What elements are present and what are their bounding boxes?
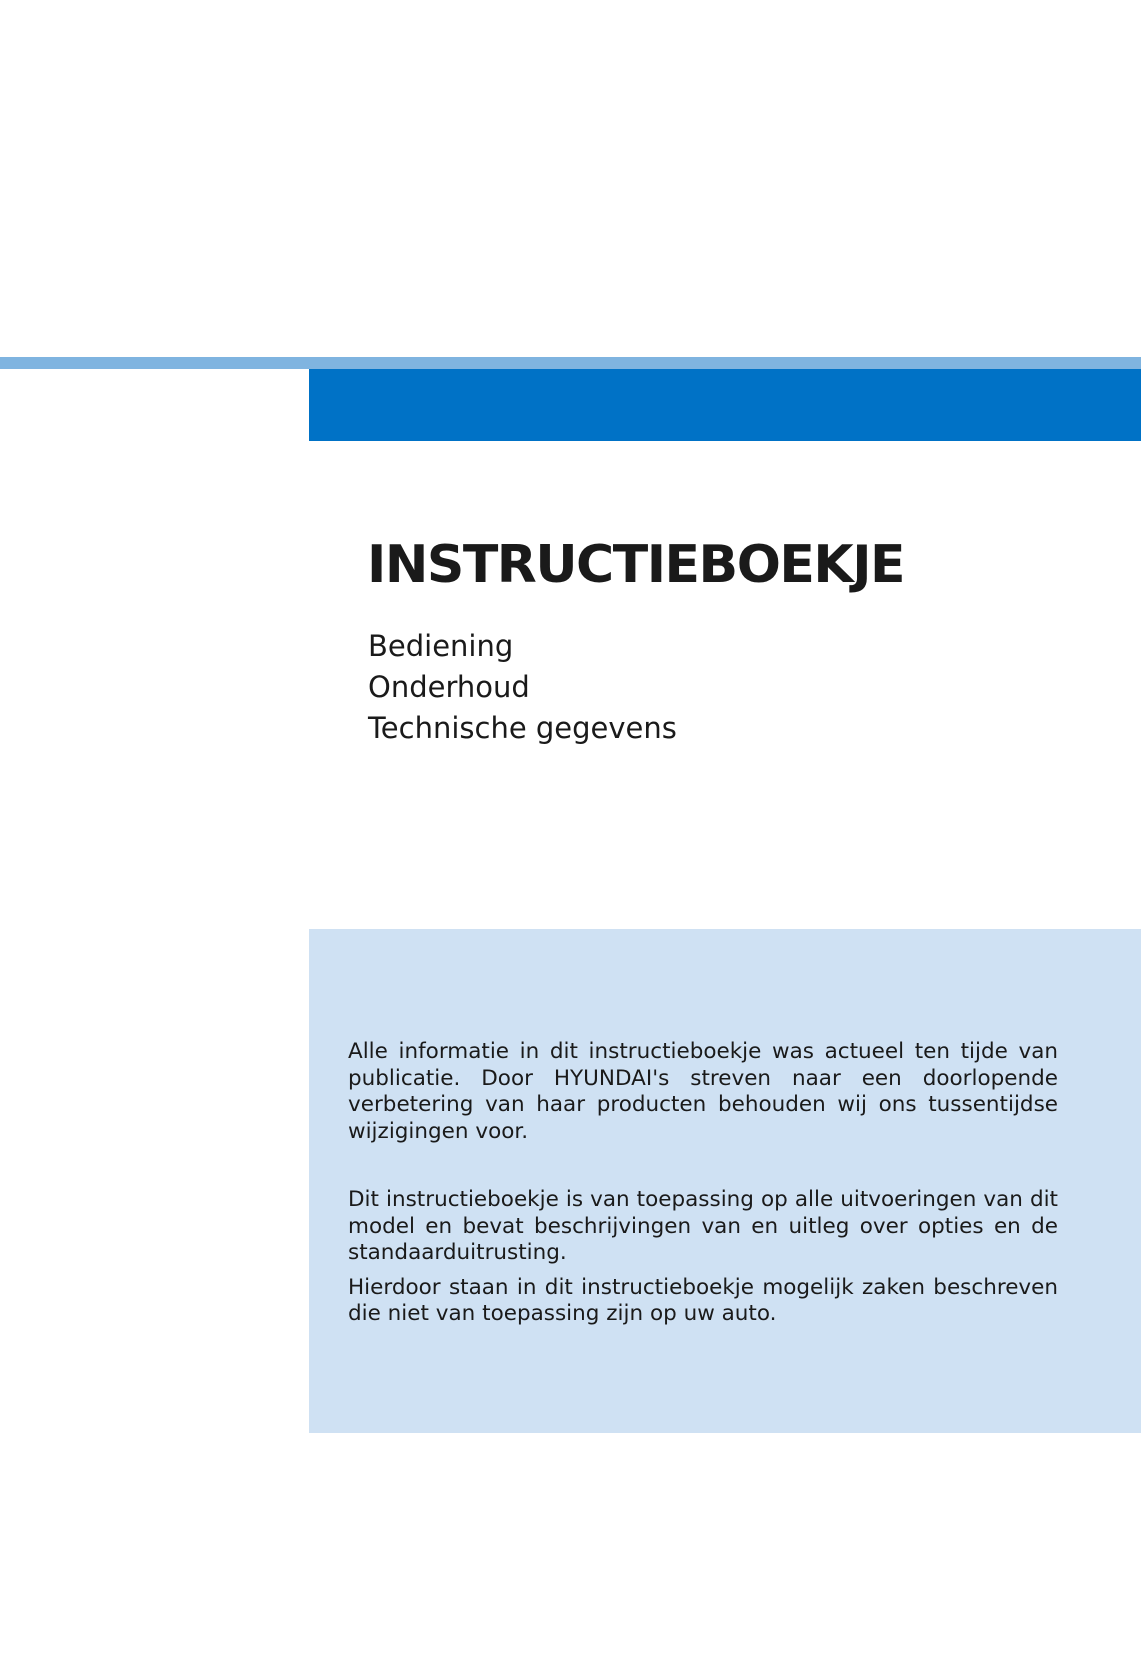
header-blue-band [309,369,1141,441]
top-light-blue-stripe [0,357,1141,369]
subtitle-operation: Bediening [368,629,514,663]
subtitle-maintenance: Onderhoud [368,670,530,704]
info-paragraph-disclaimer: Hierdoor staan in dit instructieboekje mogelijk zaken beschreven die niet van toepassing zijn op uw auto. [348,1274,1058,1326]
info-text [348,1039,1058,1328]
document-title: INSTRUCTIEBOEKJE [367,535,905,595]
info-paragraph-publication: Alle informatie in dit instructieboekje was actueel ten tijde van publicatie. Door HYUNDAI's streven naar een doorlopende verbetering van haar producten behouden wij ons tussentijdse wijzigingen voor. [348,1039,1058,1144]
info-box [309,929,1141,1433]
subtitle-technical-data: Technische gegevens [368,711,677,745]
info-paragraph-applicability: Dit instructieboekje is van toepassing op alle uitvoeringen van dit model en bevat beschrijvingen van en uitleg over opties en de standaarduitrusting. [348,1187,1058,1265]
subtitle-list [368,626,677,749]
